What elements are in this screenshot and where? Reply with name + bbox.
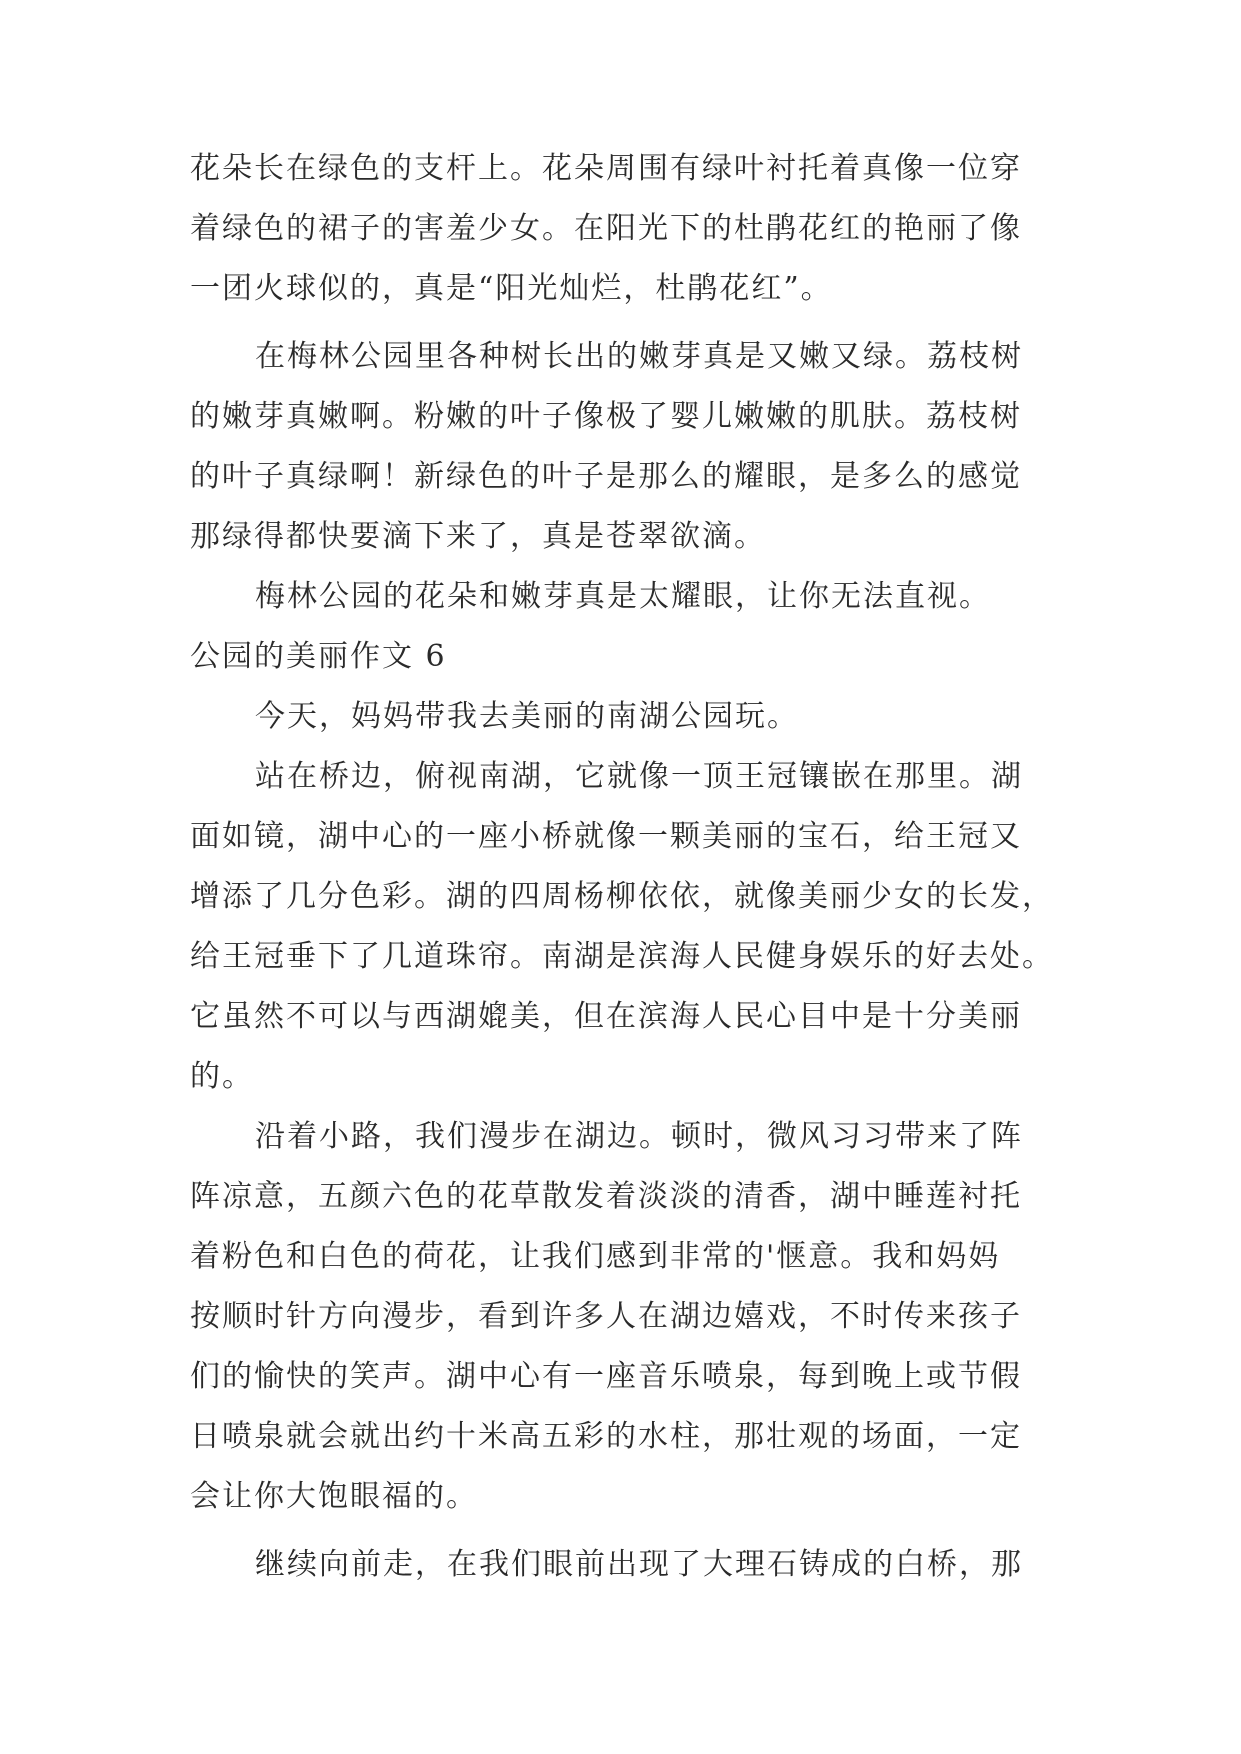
paragraph-first-line: 继续向前走，在我们眼前出现了大理石铸成的白桥，那 (255, 1547, 1023, 1582)
text-line: 花朵长在绿色的支杆上。花朵周围有绿叶衬托着真像一位穿 (190, 151, 1022, 186)
text-line: 那绿得都快要滴下来了，真是苍翠欲滴。 (190, 519, 766, 554)
text-line: 日喷泉就会就出约十米高五彩的水柱，那壮观的场面，一定 (190, 1419, 1022, 1454)
paragraph-first-line: 今天，妈妈带我去美丽的南湖公园玩。 (255, 699, 799, 734)
text-line: 着粉色和白色的荷花，让我们感到非常的'惬意。我和妈妈 (190, 1239, 1001, 1274)
paragraph-first-line: 沿着小路，我们漫步在湖边。顿时，微风习习带来了阵 (255, 1119, 1023, 1154)
text-line: 的叶子真绿啊！新绿色的叶子是那么的耀眼，是多么的感觉 (190, 459, 1022, 494)
text-line: 面如镜，湖中心的一座小桥就像一颗美丽的宝石，给王冠又 (190, 819, 1022, 854)
text-line: 增添了几分色彩。湖的四周杨柳依依，就像美丽少女的长发， (190, 879, 1054, 914)
text-line: 给王冠垂下了几道珠帘。南湖是滨海人民健身娱乐的好去处。 (190, 939, 1054, 974)
text-line: 一团火球似的，真是“阳光灿烂，杜鹃花红”。 (190, 271, 833, 306)
text-line: 的。 (190, 1059, 254, 1094)
text-line: 着绿色的裙子的害羞少女。在阳光下的杜鹃花红的艳丽了像 (190, 211, 1022, 246)
text-line: 它虽然不可以与西湖媲美，但在滨海人民心目中是十分美丽 (190, 999, 1022, 1034)
section-heading: 公园的美丽作文 6 (190, 639, 447, 674)
paragraph-first-line: 在梅林公园里各种树长出的嫩芽真是又嫩又绿。荔枝树 (255, 339, 1023, 374)
text-line: 们的愉快的笑声。湖中心有一座音乐喷泉，每到晚上或节假 (190, 1359, 1022, 1394)
text-line: 的嫩芽真嫩啊。粉嫩的叶子像极了婴儿嫩嫩的肌肤。荔枝树 (190, 399, 1022, 434)
text-line: 按顺时针方向漫步，看到许多人在湖边嬉戏，不时传来孩子 (190, 1299, 1022, 1334)
text-line: 阵凉意，五颜六色的花草散发着淡淡的清香，湖中睡莲衬托 (190, 1179, 1022, 1214)
paragraph-first-line: 站在桥边，俯视南湖，它就像一顶王冠镶嵌在那里。湖 (255, 759, 1023, 794)
paragraph-first-line: 梅林公园的花朵和嫩芽真是太耀眼，让你无法直视。 (255, 579, 991, 614)
text-line: 会让你大饱眼福的。 (190, 1479, 478, 1514)
